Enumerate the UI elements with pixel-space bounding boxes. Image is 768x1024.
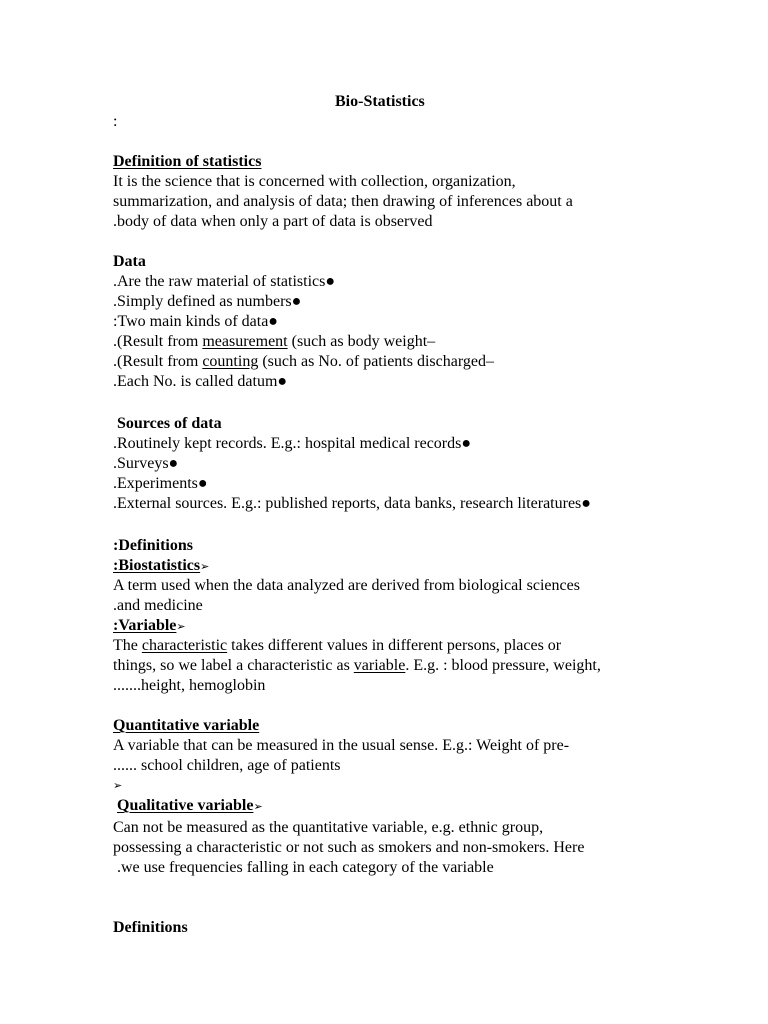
variable-line-suffix: . E.g. : blood pressure, weight, bbox=[405, 657, 601, 674]
qualitative-line: .we use frequencies falling in each category of the variable bbox=[113, 859, 494, 876]
definition-line: It is the science that is concerned with collection, organization, bbox=[113, 173, 516, 190]
subitem-suffix: (such as No. of patients discharged– bbox=[258, 353, 494, 370]
definition-line: .body of data when only a part of data is observed bbox=[113, 213, 433, 230]
quantitative-line: A variable that can be measured in the usual sense. E.g.: Weight of pre- bbox=[113, 737, 570, 754]
data-bullet: .Are the raw material of statistics● bbox=[113, 273, 336, 290]
qualitative-label-line bbox=[117, 796, 263, 816]
data-subitem-measurement bbox=[113, 332, 435, 352]
variable-line-prefix: things, so we label a characteristic as bbox=[113, 657, 354, 674]
qualitative-heading: Qualitative variable bbox=[117, 797, 254, 814]
variable-label-line bbox=[113, 616, 186, 636]
data-subitem-counting bbox=[113, 352, 494, 372]
variable-term: variable bbox=[353, 657, 406, 674]
sources-item: .Experiments● bbox=[113, 475, 208, 492]
page-title: Bio-Statistics bbox=[335, 93, 425, 110]
biostatistics-line: .and medicine bbox=[113, 597, 203, 614]
biostatistics-label: :Biostatistics bbox=[113, 557, 201, 574]
definitions-heading: :Definitions bbox=[113, 537, 193, 554]
colon-line: : bbox=[113, 113, 118, 130]
variable-label: :Variable bbox=[113, 617, 177, 634]
counting-term: counting bbox=[202, 353, 259, 370]
subitem-prefix: .(Result from bbox=[113, 353, 203, 370]
sources-item: .External sources. E.g.: published reports, data banks, research literatures● bbox=[113, 495, 591, 512]
sources-item: .Surveys● bbox=[113, 455, 179, 472]
measurement-term: measurement bbox=[202, 333, 288, 350]
variable-line: .......height, hemoglobin bbox=[113, 677, 266, 694]
variable-line-suffix: takes different values in different persons, places or bbox=[227, 637, 562, 654]
biostatistics-label-line bbox=[113, 556, 209, 576]
definitions-heading-2: Definitions bbox=[113, 919, 188, 936]
qualitative-line: Can not be measured as the quantitative variable, e.g. ethnic group, bbox=[113, 819, 544, 836]
variable-line bbox=[113, 636, 561, 656]
arrow-bullet-icon: ➢ bbox=[200, 561, 210, 573]
subitem-suffix: (such as body weight– bbox=[287, 333, 436, 350]
data-bullet: .Each No. is called datum● bbox=[113, 373, 288, 390]
data-heading: Data bbox=[113, 253, 146, 270]
characteristic-term: characteristic bbox=[141, 637, 228, 654]
data-bullet: .Simply defined as numbers● bbox=[113, 293, 302, 310]
arrow-bullet-icon: ➢ bbox=[253, 801, 263, 813]
definition-heading: Definition of statistics bbox=[113, 153, 262, 170]
quantitative-line: ...... school children, age of patients bbox=[113, 757, 341, 774]
quantitative-heading: Quantitative variable bbox=[113, 717, 260, 734]
definition-line: summarization, and analysis of data; then drawing of inferences about a bbox=[113, 193, 573, 210]
biostatistics-line: A term used when the data analyzed are derived from biological sciences bbox=[113, 577, 580, 594]
sources-heading: Sources of data bbox=[117, 415, 222, 432]
sources-item: .Routinely kept records. E.g.: hospital medical records● bbox=[113, 435, 472, 452]
subitem-prefix: .(Result from bbox=[113, 333, 203, 350]
variable-line bbox=[113, 656, 601, 676]
arrow-bullet-icon: ➢ bbox=[113, 780, 123, 792]
variable-line-prefix: The bbox=[113, 637, 142, 654]
arrow-bullet-icon: ➢ bbox=[176, 621, 186, 633]
data-bullet: :Two main kinds of data● bbox=[113, 313, 278, 330]
qualitative-line: possessing a characteristic or not such as smokers and non-smokers. Here bbox=[113, 839, 585, 856]
